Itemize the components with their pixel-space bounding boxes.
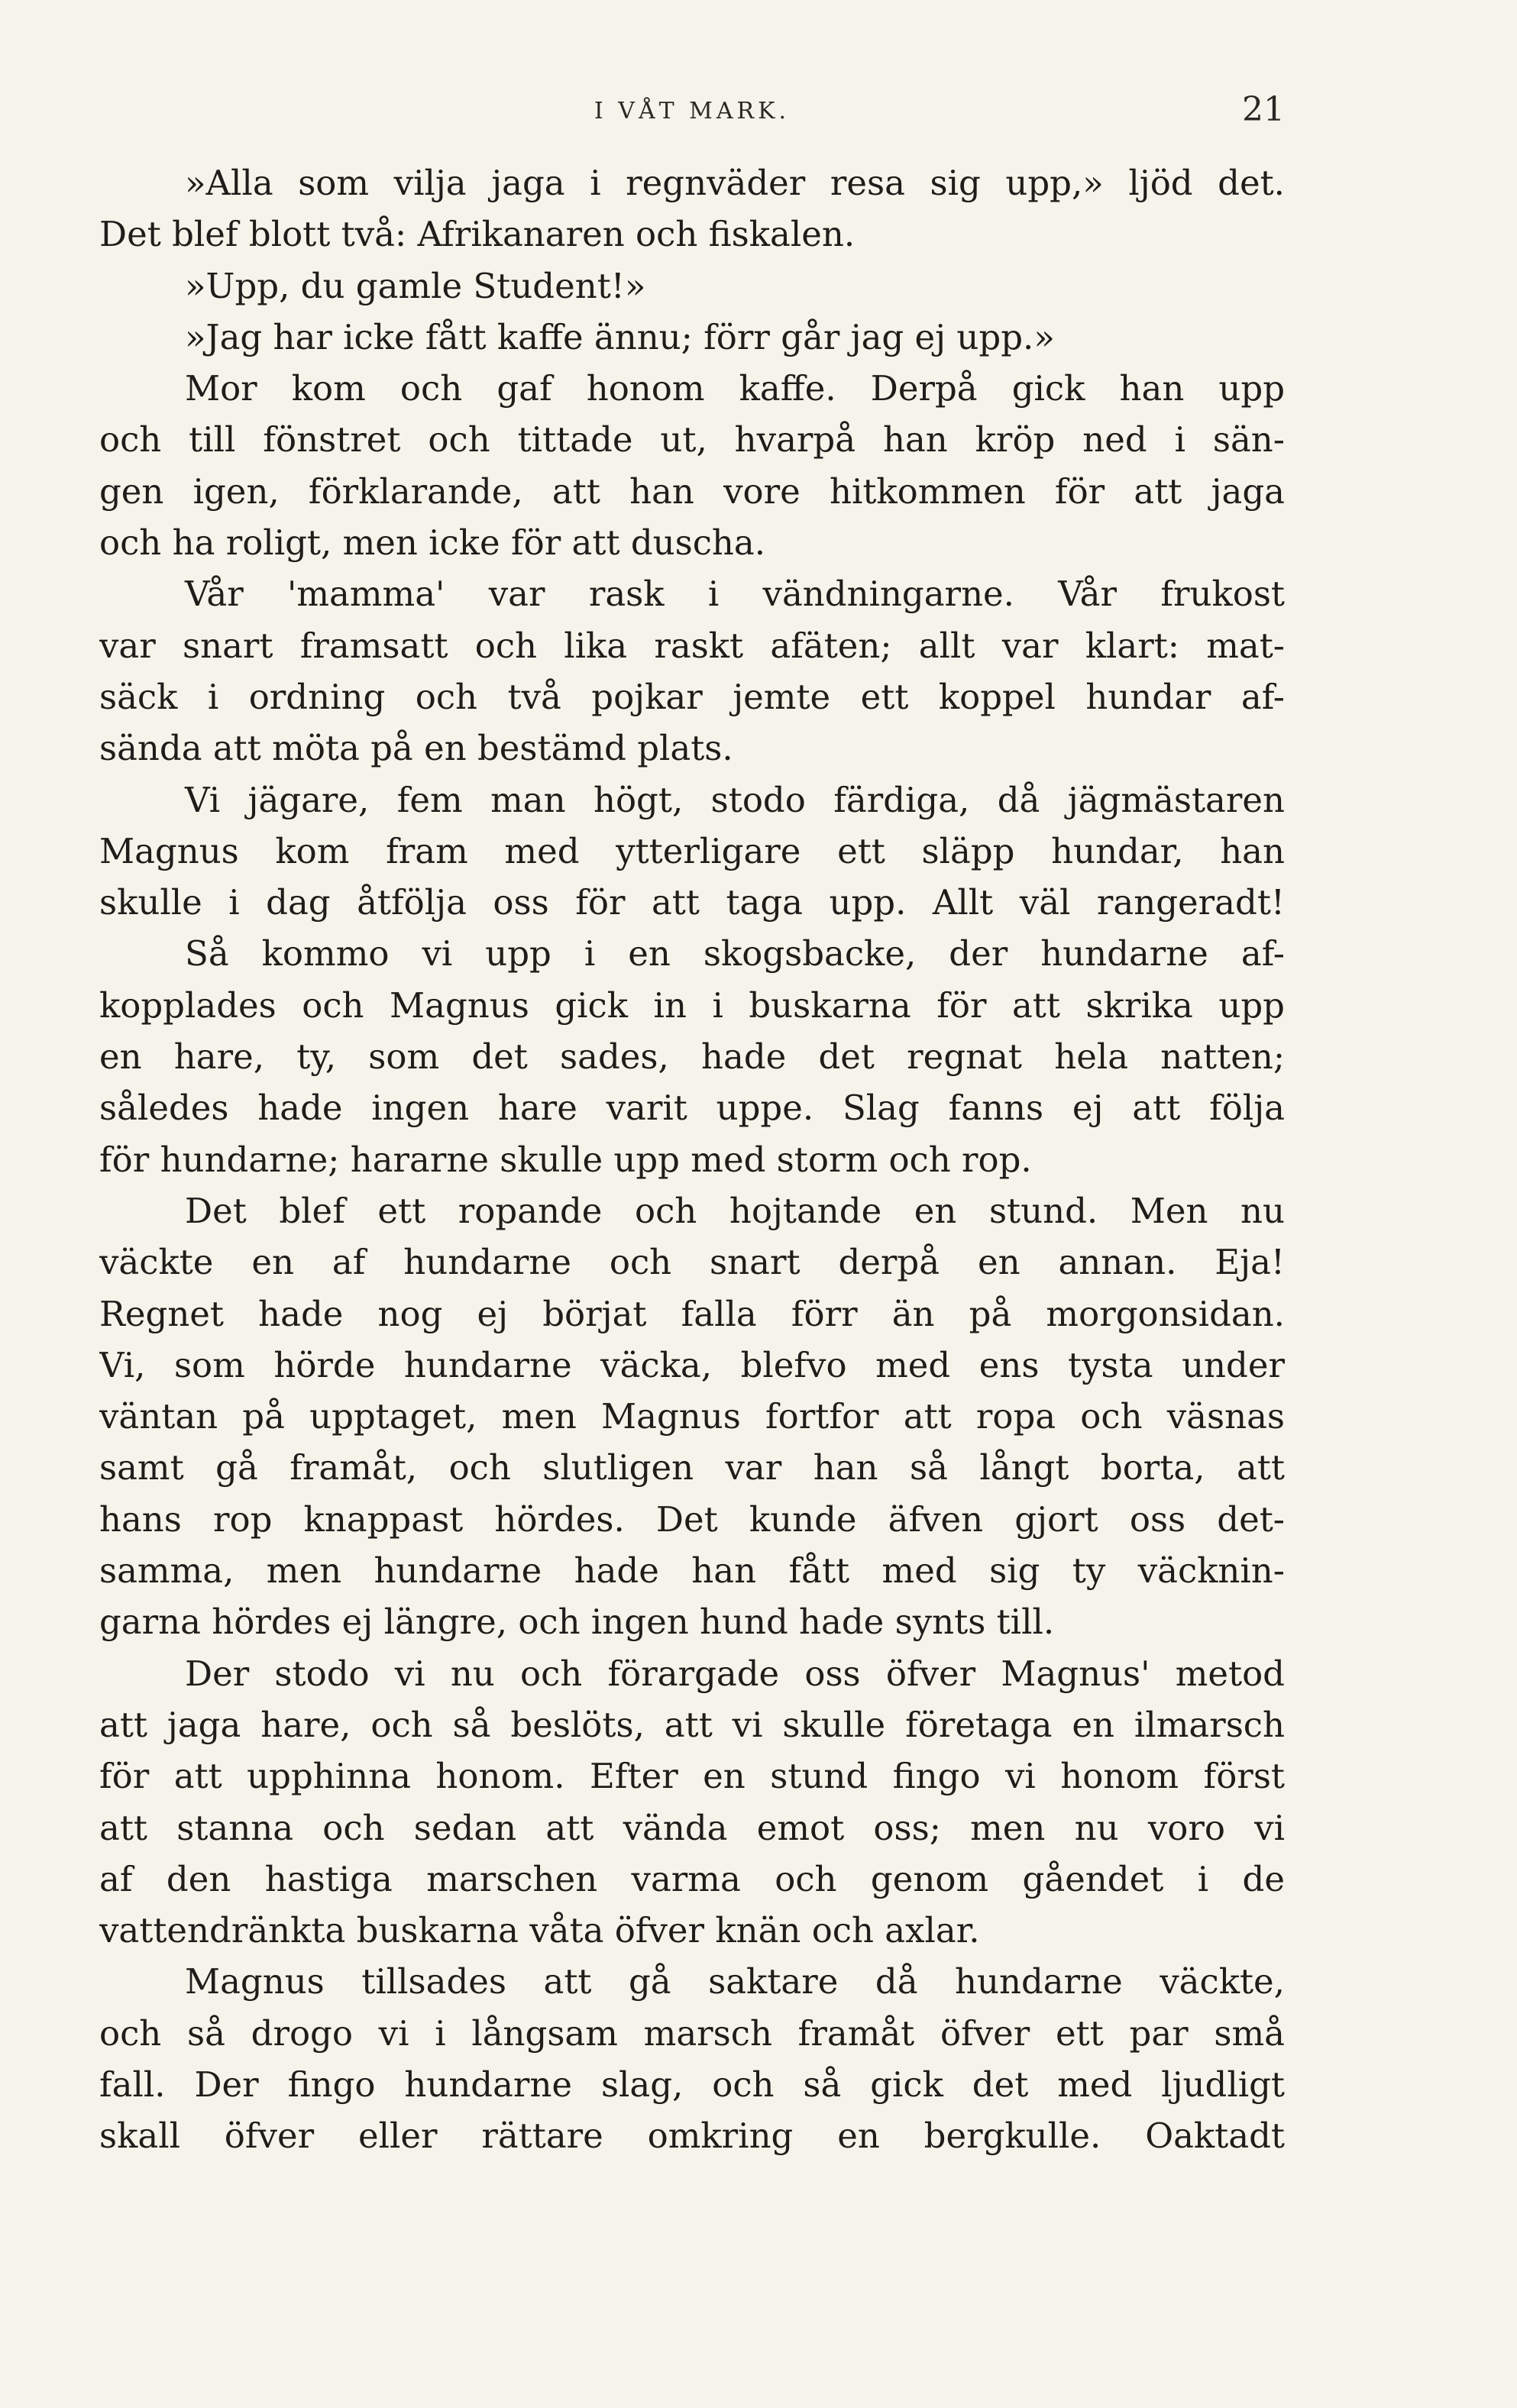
running-title: I VÅT MARK. <box>594 98 791 124</box>
text-line: Det blef blott två: Afrikanaren och fiskalen. <box>99 214 856 255</box>
text-line: samma, men hundarne hade han fått med sig ty väcknin- <box>99 1550 1285 1592</box>
text-line: garna hördes ej längre, och ingen hund hade synts till. <box>99 1602 1055 1643</box>
text-line: väntan på upptaget, men Magnus fortfor att ropa och väsnas <box>99 1396 1285 1437</box>
text-line: skall öfver eller rättare omkring en bergkulle. Oaktadt <box>99 2115 1285 2157</box>
text-line: kopplades och Magnus gick in i buskarna för att skrika upp <box>99 984 1285 1026</box>
text-line: för att upphinna honom. Efter en stund fingo vi honom först <box>99 1756 1285 1797</box>
text-line: och till fönstret och tittade ut, hvarpå han kröp ned i sän- <box>99 419 1285 461</box>
text-line: Vi, som hörde hundarne väcka, blefvo med ens tysta under <box>99 1344 1285 1385</box>
text-line: sända att möta på en bestämd plats. <box>99 728 733 769</box>
page-number: 21 <box>1242 90 1285 129</box>
text-line: Vi jägare, fem man högt, stodo färdiga, då jägmästaren <box>185 779 1285 820</box>
text-line: vattendränkta buskarna våta öfver knän och axlar. <box>99 1910 980 1951</box>
text-line: således hade ingen hare varit uppe. Slag fanns ej att följa <box>99 1088 1285 1129</box>
text-line: hans rop knappast hördes. Det kunde äfven gjort oss det- <box>99 1498 1285 1540</box>
text-line: att jaga hare, och så beslöts, att vi skulle företaga en ilmarsch <box>99 1704 1285 1745</box>
text-line: »Alla som vilja jaga i regnväder resa sig upp,» ljöd det. <box>185 163 1285 203</box>
text-line: gen igen, förklarande, att han vore hitkommen för att jaga <box>99 470 1285 512</box>
text-line: Magnus tillsades att gå saktare då hundarne väckte, <box>185 1961 1285 2002</box>
body-text <box>99 157 1285 2162</box>
text-line: samt gå framåt, och slutligen var han så långt borta, att <box>99 1447 1285 1488</box>
text-line: och så drogo vi i långsam marsch framåt öfver ett par små <box>99 2012 1285 2054</box>
text-line: »Jag har icke fått kaffe ännu; förr går jag ej upp.» <box>185 316 1055 357</box>
text-line: af den hastiga marschen varma och genom gåendet i de <box>99 1858 1285 1899</box>
running-head <box>99 90 1285 136</box>
text-line: Magnus kom fram med ytterligare ett släpp hundar, han <box>99 830 1285 871</box>
text-line: Vår 'mamma' var rask i vändningarne. Vår frukost <box>185 574 1285 615</box>
text-line: Så kommo vi upp i en skogsbacke, der hundarne af- <box>185 933 1285 975</box>
text-line: säck i ordning och två pojkar jemte ett koppel hundar af- <box>99 676 1285 717</box>
text-line: »Upp, du gamle Student!» <box>185 265 646 306</box>
text-line: Det blef ett ropande och hojtande en stund. Men nu <box>185 1190 1285 1231</box>
text-line: var snart framsatt och lika raskt afäten; allt var klart: mat- <box>99 625 1285 666</box>
text-line: Regnet hade nog ej börjat falla förr än på morgonsidan. <box>99 1293 1285 1334</box>
text-line: skulle i dag åtfölja oss för att taga upp. Allt väl rangeradt! <box>99 882 1285 923</box>
text-line: att stanna och sedan att vända emot oss; men nu voro vi <box>99 1807 1285 1848</box>
text-line: väckte en af hundarne och snart derpå en annan. Eja! <box>99 1242 1285 1283</box>
text-line: fall. Der fingo hundarne slag, och så gick det med ljudligt <box>99 2064 1285 2105</box>
text-line: en hare, ty, som det sades, hade det regnat hela natten; <box>99 1036 1285 1078</box>
text-line: och ha roligt, men icke för att duscha. <box>99 522 766 564</box>
text-line: Mor kom och gaf honom kaffe. Derpå gick han upp <box>185 368 1285 409</box>
text-line: för hundarne; hararne skulle upp med storm och rop. <box>99 1139 1032 1180</box>
text-line: Der stodo vi nu och förargade oss öfver Magnus' metod <box>185 1653 1285 1694</box>
